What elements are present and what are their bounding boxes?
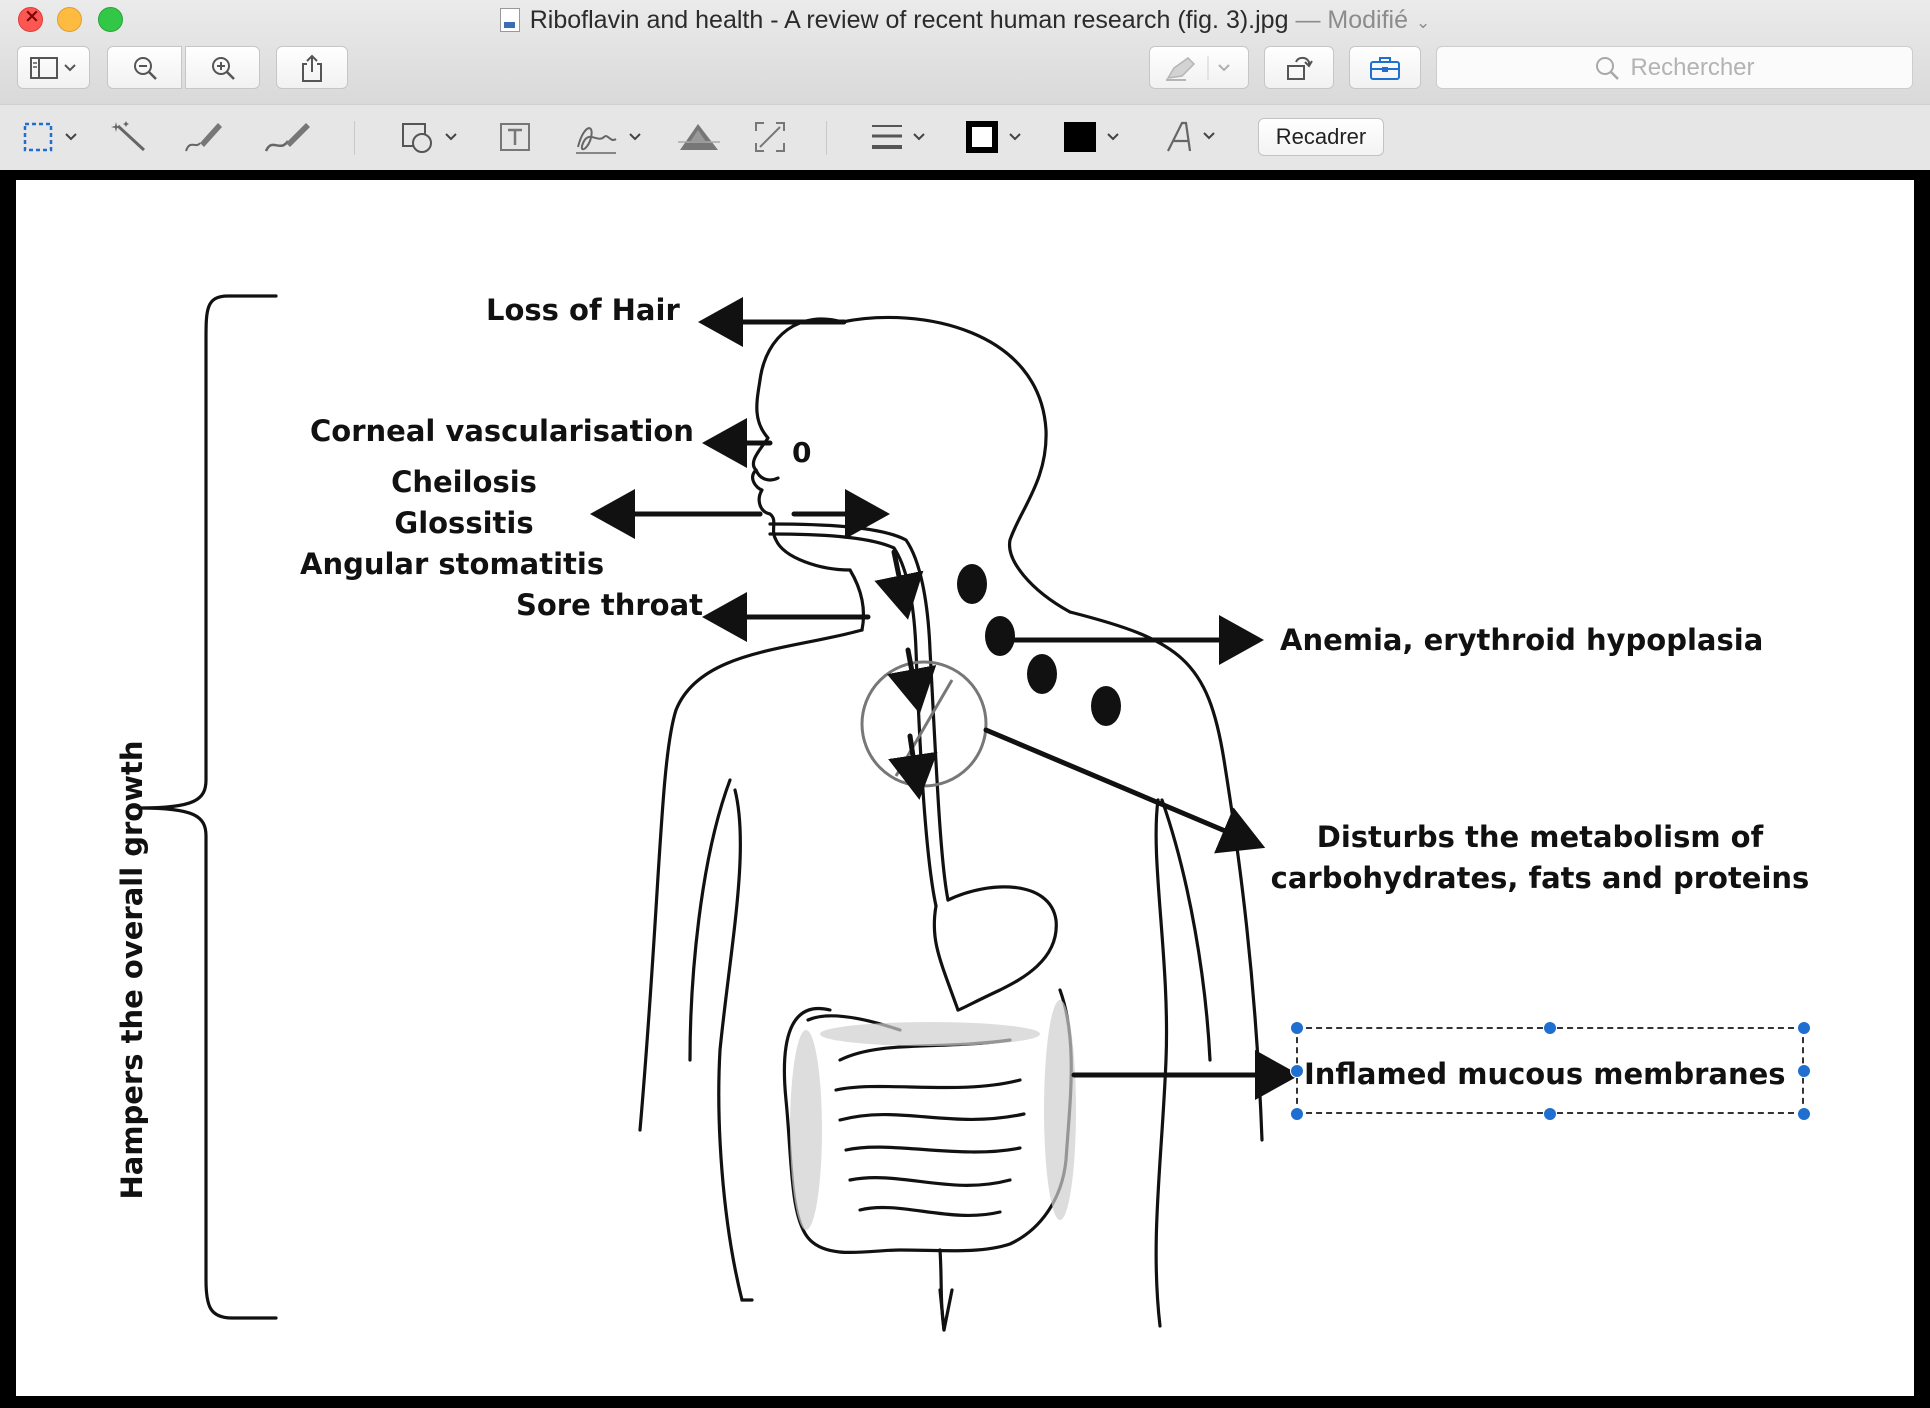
zoom-in-icon [209, 54, 237, 82]
border-color-icon [966, 120, 1028, 154]
modified-label: — Modifié [1295, 6, 1408, 34]
resize-handle-top[interactable] [1543, 1021, 1557, 1035]
draw-pen-icon [262, 119, 314, 155]
markup-toolbar [0, 104, 1930, 171]
sidebar-menu-button[interactable] [17, 46, 90, 89]
highlight-pen-icon [1164, 54, 1244, 82]
sidebar-icon [29, 56, 79, 80]
resize-icon [752, 119, 788, 155]
share-button[interactable] [276, 46, 348, 89]
search-field[interactable] [1436, 46, 1913, 89]
rotate-icon [1284, 53, 1314, 83]
markup-toolbar-button[interactable] [1349, 46, 1421, 89]
adjust-color-tool[interactable] [676, 119, 722, 155]
text-box-icon [498, 120, 532, 154]
draw-tool[interactable] [262, 119, 314, 155]
window-titlebar [0, 0, 1930, 104]
window-title: Riboflavin and health - A review of recent human research (fig. 3).jpg [529, 6, 1289, 34]
sign-tool[interactable] [574, 119, 648, 155]
adjust-size-tool[interactable] [752, 119, 788, 155]
eye-mark: 0 [792, 436, 812, 469]
resize-handle-bottom[interactable] [1543, 1107, 1557, 1121]
rectangular-selection-tool[interactable] [22, 119, 82, 155]
label-anemia: Anemia, erythroid hypoplasia [1280, 623, 1764, 657]
zoom-out-icon [131, 54, 159, 82]
share-icon [299, 53, 325, 83]
line-weight-icon [870, 120, 932, 154]
text-selection-box[interactable] [1296, 1027, 1804, 1114]
zoom-in-button[interactable] [185, 46, 260, 89]
resize-handle-right[interactable] [1797, 1064, 1811, 1078]
shapes-tool[interactable] [400, 119, 464, 155]
search-placeholder: Rechercher [1630, 53, 1755, 81]
resize-handle-left[interactable] [1290, 1064, 1304, 1078]
resize-handle-bottom-right[interactable] [1797, 1107, 1811, 1121]
toolbar-divider [354, 121, 355, 155]
prism-icon [676, 120, 722, 154]
toolbar-divider [826, 121, 827, 155]
head-back [842, 317, 1070, 612]
instant-alpha-tool[interactable] [110, 119, 150, 155]
resize-handle-bottom-left[interactable] [1290, 1107, 1304, 1121]
label-inflamed-mucous-membranes[interactable]: Inflamed mucous membranes [1304, 1057, 1786, 1091]
text-style-tool[interactable] [1162, 119, 1222, 155]
crop-button[interactable]: Recadrer [1258, 118, 1384, 156]
label-angular-stomatitis: Angular stomatitis [300, 547, 605, 581]
resize-handle-top-right[interactable] [1797, 1021, 1811, 1035]
esophagus [770, 524, 948, 900]
shapes-icon [400, 119, 464, 155]
magic-wand-icon [110, 120, 150, 154]
label-sore-throat: Sore throat [516, 588, 704, 622]
text-style-icon [1162, 119, 1222, 155]
window-title-area [0, 3, 1930, 40]
rotate-button[interactable] [1264, 46, 1334, 89]
highlight-button[interactable] [1149, 46, 1249, 89]
document-icon[interactable] [500, 8, 520, 32]
toolbox-icon [1368, 54, 1402, 82]
label-metabolism-line2: carbohydrates, fats and proteins [1270, 861, 1810, 895]
text-tool[interactable] [498, 119, 532, 155]
shape-style-tool[interactable] [870, 119, 932, 155]
fill-color-icon [1062, 120, 1124, 154]
label-corneal-vascularisation: Corneal vascularisation [310, 414, 694, 448]
zoom-out-button[interactable] [107, 46, 182, 89]
chevron-down-icon[interactable]: ⌄ [1416, 13, 1431, 32]
selection-rectangle-icon [22, 121, 82, 153]
fill-color-tool[interactable] [1062, 119, 1124, 155]
label-loss-of-hair: Loss of Hair [486, 293, 680, 327]
label-glossitis: Glossitis [394, 506, 534, 540]
sketch-pen-icon [182, 119, 226, 155]
growth-bracket [140, 296, 276, 1318]
label-metabolism-line1: Disturbs the metabolism of [1316, 820, 1764, 854]
label-hampers-growth: Hampers the overall growth [115, 740, 149, 1200]
sketch-tool[interactable] [182, 119, 226, 155]
small-intestine [836, 1040, 1024, 1215]
document-image[interactable] [16, 180, 1914, 1396]
search-icon [1594, 55, 1620, 81]
resize-handle-top-left[interactable] [1290, 1021, 1304, 1035]
body-diagram [16, 180, 1914, 1396]
border-color-tool[interactable] [966, 119, 1028, 155]
stomach [948, 887, 1056, 1010]
label-cheilosis: Cheilosis [391, 465, 537, 499]
signature-icon [574, 117, 648, 157]
left-shoulder [640, 630, 862, 1130]
